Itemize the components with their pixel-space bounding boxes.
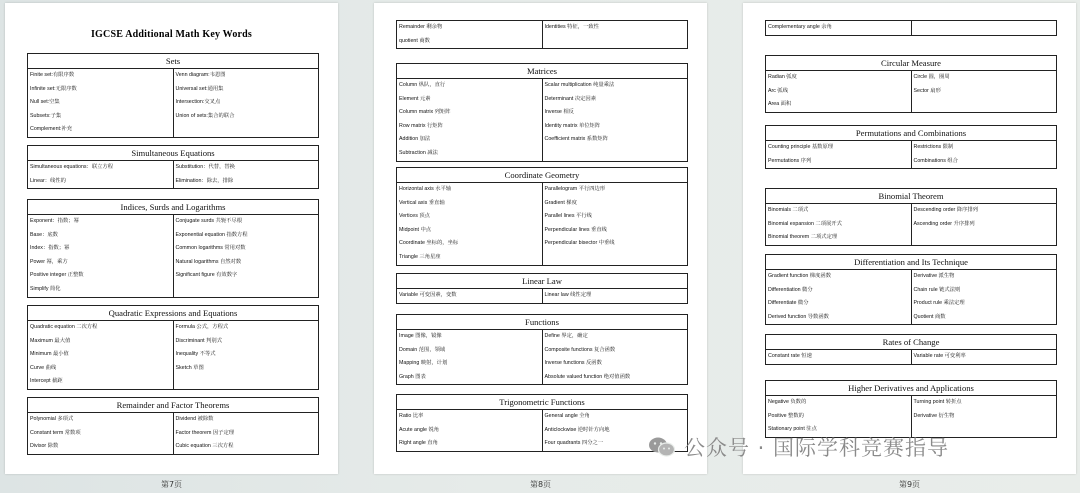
table-title: Sets [28, 54, 318, 69]
term-cell: Chain rule 链式法则 [913, 286, 961, 293]
term-cell: Anticlockwise 逆时针方向地 [544, 426, 610, 433]
term-cell: Gradient function 梯度函数 [768, 273, 831, 279]
term-cell: Permutations 序列 [768, 157, 812, 164]
vocab-table [765, 334, 1057, 365]
term-cell: Column 纵队，直行 [399, 82, 446, 88]
term-cell: Inverse 相反 [544, 109, 574, 116]
term-cell: Image 图像，镜像 [399, 333, 442, 339]
term-cell: Simultaneous equations：联立方程 [30, 164, 114, 170]
vocab-table [27, 145, 319, 189]
term-cell: Polynomial 多项式 [30, 416, 74, 422]
term-cell: Index：指数；幂 [30, 245, 70, 252]
vocab-table [765, 125, 1057, 169]
vocab-table [27, 199, 319, 298]
term-cell: Variable rate 可变利率 [913, 353, 966, 359]
term-cell: Product rule 乘法定理 [913, 300, 965, 307]
term-cell: Parallelogram 平行四边形 [544, 186, 606, 192]
term-cell: Right angle 直角 [399, 440, 438, 447]
term-cell: Midpoint 中点 [399, 226, 432, 233]
term-cell: Quadratic equation 二次方程 [30, 324, 98, 330]
term-cell: quotient 商数 [399, 37, 430, 44]
term-cell [543, 35, 688, 49]
term-cell: Subsets:子集 [30, 112, 62, 119]
term-cell [543, 251, 688, 265]
table-title: Quadratic Expressions and Equations [28, 306, 318, 321]
term-cell: Exponent：指数；幂 [30, 218, 79, 224]
term-cell: Quotient 商数 [913, 313, 946, 320]
term-cell: Substitution：代替，替换 [175, 164, 235, 170]
table-title: Simultaneous Equations [28, 146, 318, 161]
term-cell: Horizontal axis 水平轴 [399, 186, 452, 192]
term-cell: Base：底数 [30, 231, 58, 238]
term-cell [174, 283, 319, 297]
term-cell: Radian 弧度 [768, 74, 797, 80]
document-page-8 [374, 3, 707, 474]
table-title: Indices, Surds and Logarithms [28, 200, 318, 215]
term-cell [174, 375, 319, 389]
term-cell: Stationary point 驻点 [768, 426, 817, 433]
table-title: Binomial Theorem [766, 189, 1056, 204]
term-cell: Acute angle 锐角 [399, 426, 440, 433]
term-cell: Coordinate 坐标的，坐标 [399, 240, 459, 247]
table-title: Linear Law [397, 274, 687, 289]
term-cell: Graph 图表 [399, 373, 426, 380]
vocab-table [27, 305, 319, 390]
table-title: Remainder and Factor Theorems [28, 398, 318, 413]
table-title: Coordinate Geometry [397, 168, 687, 183]
term-cell: Identity matrix 单位矩阵 [544, 122, 601, 129]
term-cell: Finite set:有限序数 [30, 72, 75, 78]
term-cell: Universal set:通用集 [175, 85, 224, 92]
term-cell: Variable 可变因素，变数 [399, 292, 457, 298]
term-cell: Cubic equation 三次方程 [175, 443, 234, 450]
vocab-table [765, 188, 1057, 246]
term-cell: Differentiation 微分 [768, 286, 813, 293]
table-title: Circular Measure [766, 56, 1056, 71]
term-cell: Complementary angle 余角 [768, 24, 832, 30]
term-cell: Area 面积 [768, 101, 792, 108]
term-cell: Differentiate 微分 [768, 300, 809, 307]
vocab-table [396, 394, 688, 452]
term-cell: Descending order 降序排列 [913, 207, 978, 213]
term-cell: Discriminant 判别式 [175, 337, 223, 344]
term-cell: Simplify 简化 [30, 285, 61, 292]
term-cell: Binomials 二项式 [768, 207, 809, 213]
term-cell: Minimum 最小值 [30, 351, 69, 358]
term-cell: Composite functions 复合函数 [544, 346, 616, 353]
table-title: Higher Derivatives and Applications [766, 381, 1056, 396]
term-cell: Parallel lines 平行线 [544, 213, 592, 220]
document-page-7 [5, 3, 338, 474]
term-cell: Absolute valued function 绝对值函数 [544, 373, 631, 380]
term-cell: Combinations 组合 [913, 157, 958, 164]
term-cell: Vertices 顶点 [399, 213, 430, 220]
term-cell: Triangle 三角星座 [399, 253, 441, 260]
term-cell [912, 231, 1057, 245]
term-cell: Constant term 常数项 [30, 429, 81, 436]
page-label: 第8页 [529, 480, 552, 489]
term-cell: Remainder 剩余物 [399, 24, 443, 30]
term-cell: Determinant 决定因素 [544, 95, 597, 102]
watermark-text: 公众号 · 国际学科竞赛指导 [684, 436, 950, 460]
table-title: Rates of Change [766, 335, 1056, 350]
watermark [648, 432, 949, 462]
term-cell: Scalar multiplication 纯量乘法 [544, 82, 615, 88]
term-cell: Null set:空集 [30, 99, 60, 106]
vocab-table [765, 380, 1057, 438]
term-cell: Identities 特征，一致性 [544, 24, 599, 30]
wechat-icon [648, 436, 676, 458]
document-title: IGCSE Additional Math Key Words [90, 29, 253, 40]
term-cell: Complement:补充 [30, 126, 73, 133]
term-cell: Inverse functions 反函数 [544, 360, 602, 367]
term-cell: Subtraction 减法 [399, 149, 438, 156]
term-cell: Element 元素 [399, 95, 431, 102]
term-cell: Sketch 草图 [175, 364, 204, 371]
term-cell: Negative 负数的 [768, 399, 807, 405]
term-cell [174, 123, 319, 137]
term-cell: Maximum 最大值 [30, 337, 71, 344]
term-cell: Derived function 导数函数 [768, 313, 829, 320]
table-title: Trigonometric Functions [397, 395, 687, 410]
term-cell: Formula 公式，方程式 [175, 324, 229, 330]
vocab-table [27, 53, 319, 138]
term-cell: Mapping 映射，计划 [399, 360, 448, 367]
term-cell: Factor theorem 因子定理 [175, 429, 235, 436]
term-cell: Sector 扇形 [913, 87, 941, 94]
continued-table [396, 20, 688, 49]
term-cell: Significant figure 有效数字 [175, 272, 238, 279]
term-cell: Circle 圆，圈周 [913, 74, 950, 80]
term-cell: Venn diagram:韦恩图 [175, 72, 226, 78]
term-cell: Counting principle 基数原理 [768, 144, 834, 150]
term-cell: Define 界定，确定 [544, 333, 588, 339]
term-cell: Derivative 衍生物 [913, 412, 955, 419]
page-label: 第7页 [160, 480, 183, 489]
term-cell: Perpendicular lines 垂直线 [544, 226, 607, 233]
term-cell: Infinite set:无限序数 [30, 85, 77, 92]
vocab-table [765, 55, 1057, 113]
term-cell: Turning point 转折点 [913, 399, 962, 405]
term-cell [543, 147, 688, 161]
term-cell: Arc 弧线 [768, 87, 789, 94]
term-cell [912, 21, 1057, 35]
term-cell: Restrictions 限制 [913, 144, 954, 150]
term-cell: Ratio 比率 [399, 413, 424, 419]
term-cell: Common logarithms 常用对数 [175, 245, 246, 252]
term-cell: Intersection:交叉点 [175, 99, 221, 106]
term-cell: Coefficient matrix 系数矩阵 [544, 136, 608, 143]
term-cell: Inequality 不等式 [175, 351, 216, 358]
term-cell: Column matrix 列矩阵 [399, 109, 451, 116]
document-page-9 [743, 3, 1076, 474]
term-cell: Curve 曲线 [30, 364, 57, 371]
vocab-table [396, 273, 688, 304]
term-cell: Intercept 截距 [30, 378, 63, 385]
term-cell: Gradient 梯度 [544, 199, 577, 206]
table-title: Matrices [397, 64, 687, 79]
table-title: Permutations and Combinations [766, 126, 1056, 141]
vocab-table [396, 167, 688, 266]
term-cell: Positive integer 正整数 [30, 272, 84, 279]
term-cell: Elimination：除去，排除 [175, 177, 234, 184]
term-cell: Power 幂，乘方 [30, 258, 68, 265]
term-cell: Union of sets:集合的联合 [175, 112, 235, 119]
vocab-table [765, 254, 1057, 325]
vocab-table [396, 314, 688, 385]
table-title: Functions [397, 315, 687, 330]
term-cell: Perpendicular bisector 中垂线 [544, 240, 615, 247]
term-cell: Four quadrants 四分之一 [544, 440, 604, 447]
page-label: 第9页 [898, 480, 921, 489]
continued-table [765, 20, 1057, 36]
term-cell: Addition 加法 [399, 136, 431, 143]
term-cell: Domain 范围，领域 [399, 346, 446, 353]
term-cell: Exponential equation 指数方程 [175, 231, 248, 238]
term-cell: Vertical axis 垂直轴 [399, 199, 445, 206]
term-cell: Derivative 派生物 [913, 273, 955, 279]
term-cell: Constant rate 恒速 [768, 353, 812, 359]
term-cell: Conjugate surds 共轭不尽根 [175, 218, 243, 224]
term-cell: Ascending order 升序排列 [913, 220, 975, 227]
term-cell: Natural logarithms 自然对数 [175, 258, 242, 265]
term-cell: General angle 全角 [544, 413, 590, 419]
term-cell: Divisor 除数 [30, 443, 59, 450]
vocab-table [27, 397, 319, 455]
vocab-table [396, 63, 688, 162]
term-cell: Row matrix 行矩阵 [399, 122, 443, 129]
term-cell: Linear law 线性定理 [544, 292, 592, 298]
term-cell [912, 98, 1057, 112]
term-cell: Binomial expansion 二项展开式 [768, 220, 842, 227]
term-cell: Linear：线性的 [30, 177, 66, 184]
term-cell: Positive 整数的 [768, 412, 804, 419]
table-title: Differentiation and Its Technique [766, 255, 1056, 270]
term-cell: Binomial theorem 二项式定理 [768, 234, 838, 241]
term-cell: Dividend 被除数 [175, 416, 214, 422]
